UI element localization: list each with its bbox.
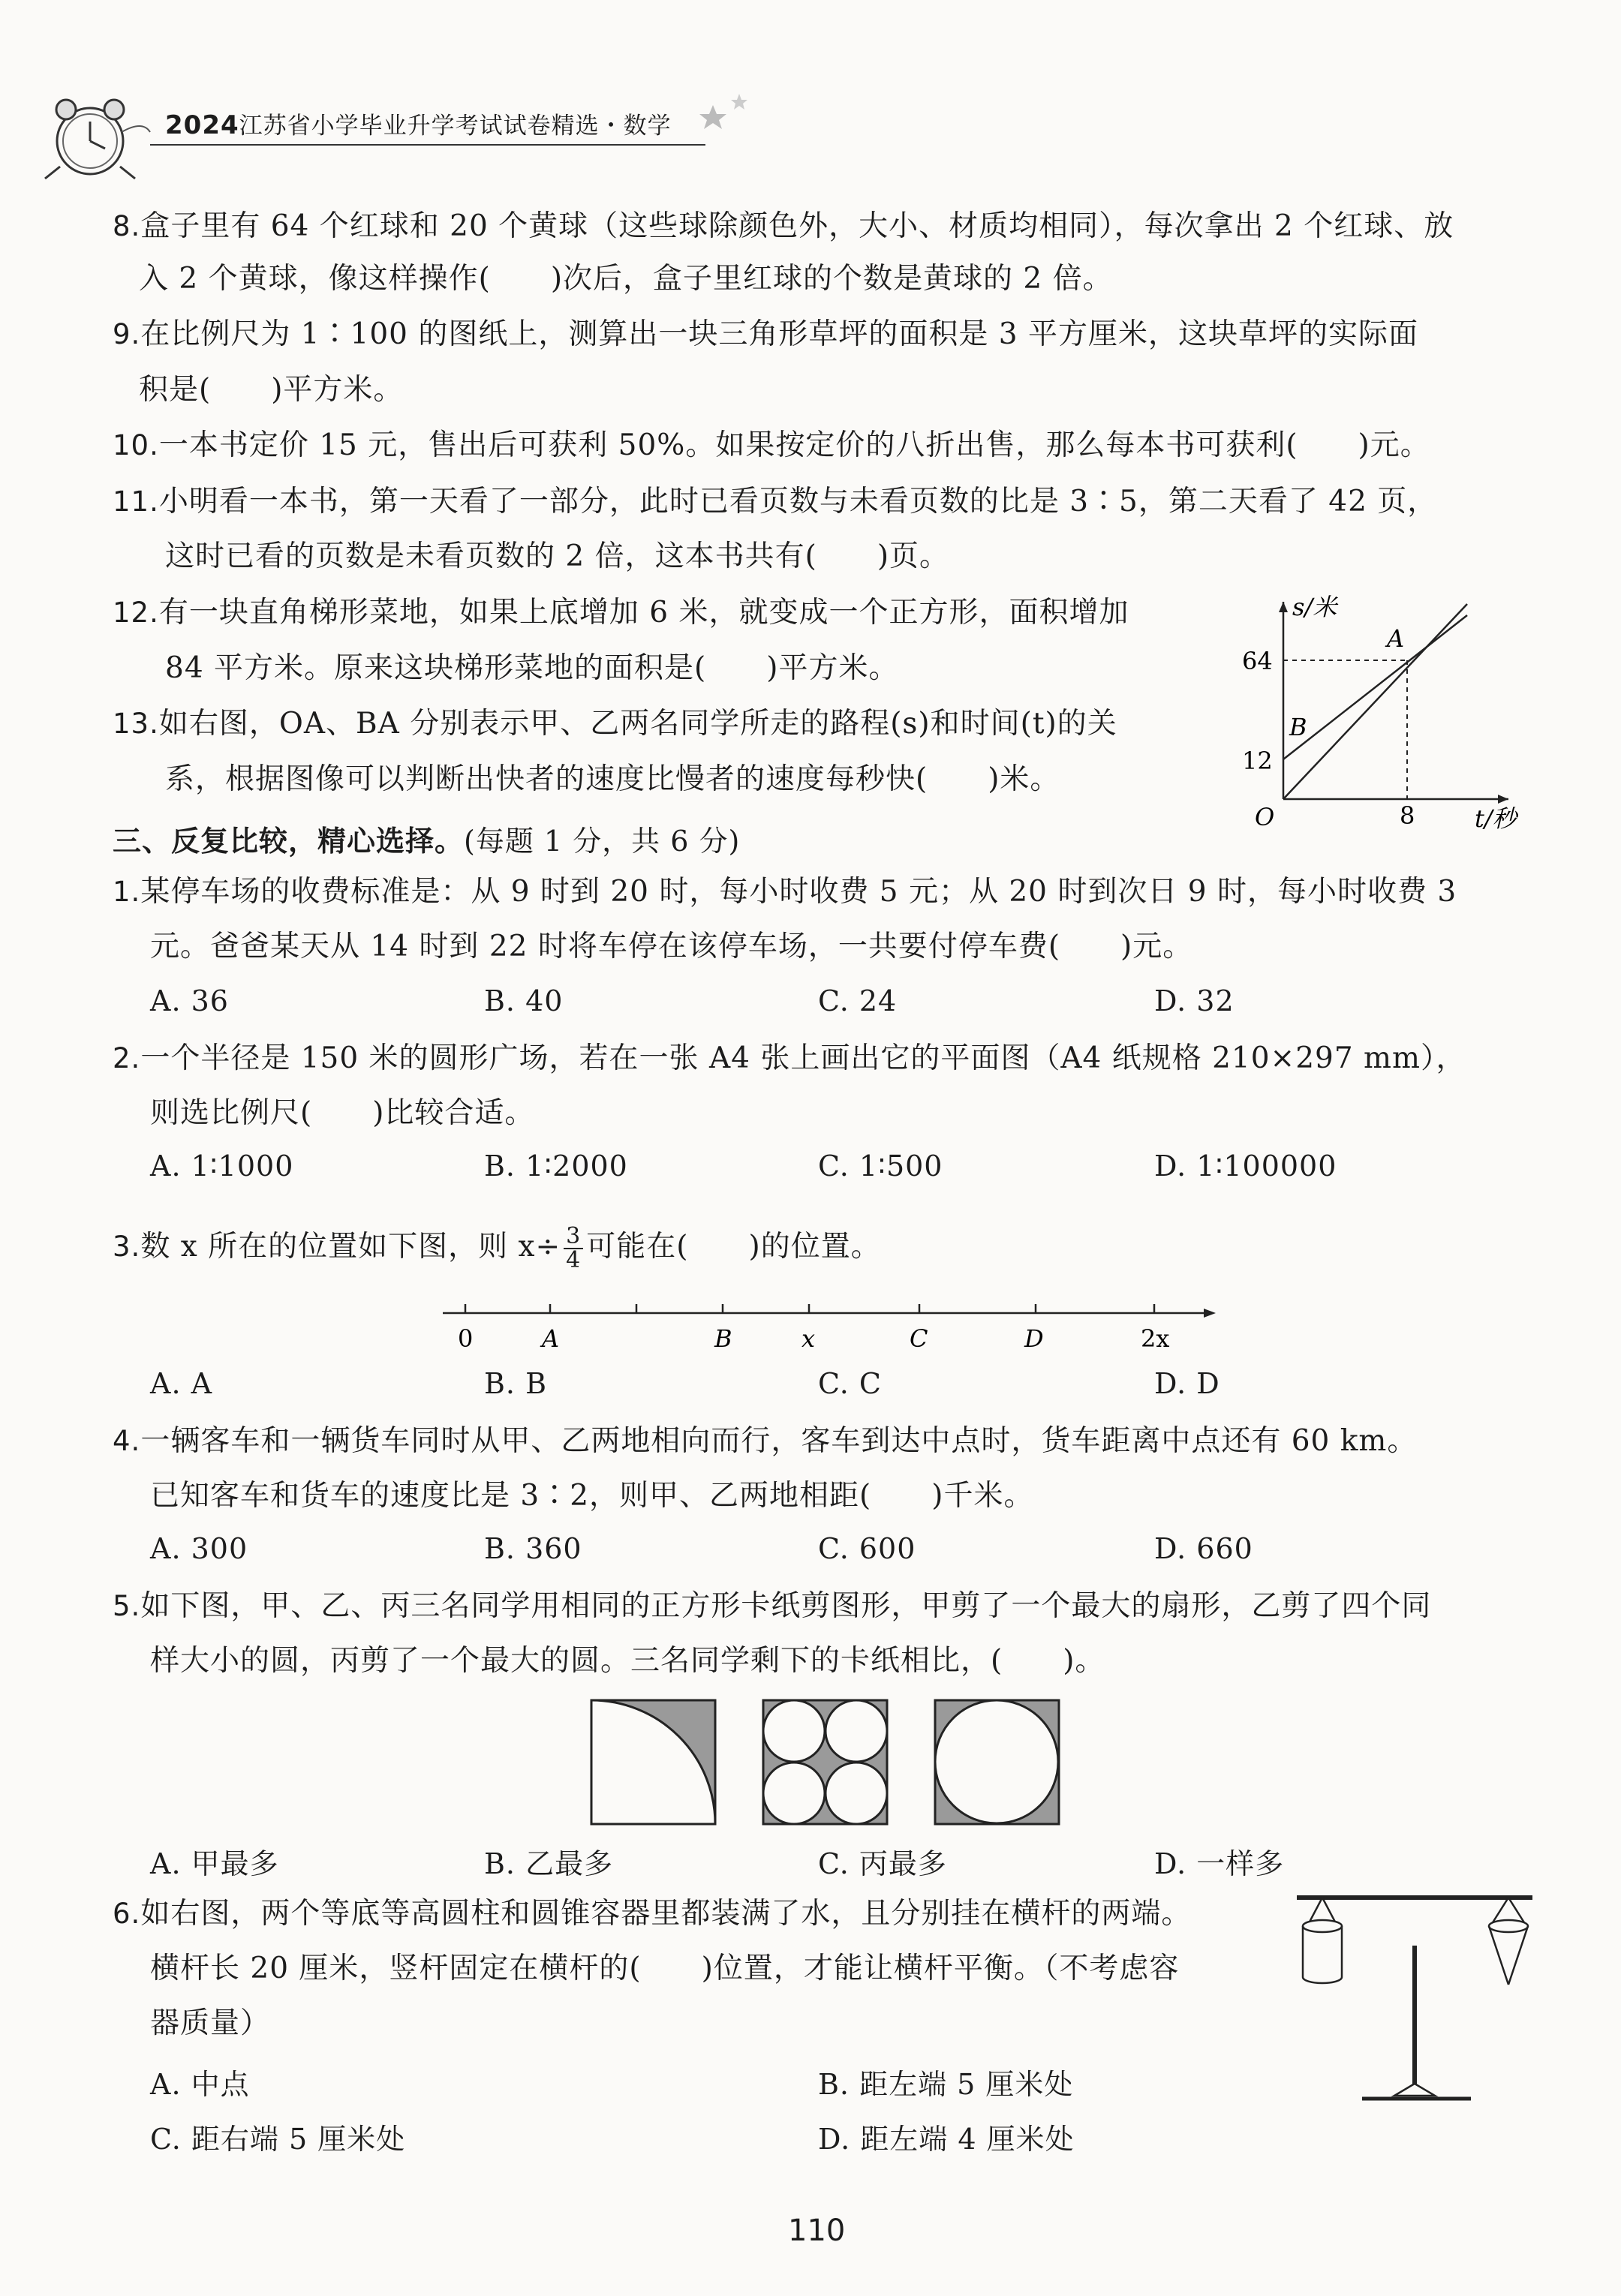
- q11-line1: [113, 484, 1437, 520]
- cylinder-container-icon: [1303, 1920, 1342, 1983]
- q13-text1: 如右图，OA、BA 分别表示甲、乙两名同学所走的路程(s)和时间(t)的关: [158, 707, 1117, 741]
- c6-option-c[interactable]: C. 距右端 5 厘米处: [150, 2123, 406, 2156]
- q13-number: 13.: [113, 708, 159, 740]
- c2-text1: 一个半径是 150 米的圆形广场，若在一张 A4 张上画出它的平面图（A4 纸规格 210×297 mm），: [140, 1041, 1466, 1075]
- c5-text1: 如下图，甲、乙、丙三名同学用相同的正方形卡纸剪图形，甲剪了一个最大的扇形，乙剪了四个同: [140, 1589, 1432, 1623]
- q8-line2: 入 2 个黄球，像这样操作( )次后，盒子里红球的个数是黄球的 2 倍。: [139, 262, 1113, 296]
- c2-option-d[interactable]: D. 1∶100000: [1154, 1150, 1337, 1183]
- c5-option-b[interactable]: B. 乙最多: [484, 1847, 614, 1880]
- header-title-text: 江苏省小学毕业升学考试试卷精选・数学: [239, 113, 672, 140]
- c4-option-a[interactable]: A. 300: [150, 1532, 248, 1565]
- graph-origin-label: O: [1255, 803, 1275, 831]
- card-jia-sector: [591, 1700, 715, 1824]
- c1-line2: 元。爸爸某天从 14 时到 22 时将车停在该停车场，一共要付停车费( )元。: [150, 930, 1193, 963]
- c5-line2: 样大小的圆，丙剪了一个最大的圆。三名同学剩下的卡纸相比，( )。: [150, 1644, 1105, 1678]
- q9-text1: 在比例尺为 1∶100 的图纸上，测算出一块三角形草坪的面积是 3 平方厘米，这块草坪的实际面: [140, 317, 1418, 351]
- q13-line1: [113, 706, 1117, 742]
- c4-option-d[interactable]: D. 660: [1154, 1532, 1253, 1565]
- graph-y-tick-64: 64: [1242, 647, 1273, 675]
- c2-line1: [113, 1041, 1466, 1077]
- c3-line1: [113, 1223, 881, 1272]
- c2-option-b[interactable]: B. 1∶2000: [484, 1150, 628, 1183]
- header-rule: [150, 144, 705, 146]
- q11-number: 11.: [113, 485, 159, 518]
- nl-label-a: A: [542, 1324, 560, 1353]
- c3-number-line: [435, 1291, 1231, 1358]
- q11-text1: 小明看一本书，第一天看了一部分，此时已看页数与未看页数的比是 3∶5，第二天看了 42 页，: [158, 485, 1438, 518]
- c6-option-d[interactable]: D. 距左端 4 厘米处: [818, 2123, 1075, 2156]
- page-number: 110: [788, 2213, 846, 2248]
- q13-distance-time-graph: [1238, 585, 1523, 840]
- section3-note: (每题 1 分，共 6 分): [464, 825, 741, 858]
- q9-number: 9.: [113, 318, 141, 350]
- c6-option-b[interactable]: B. 距左端 5 厘米处: [818, 2068, 1074, 2101]
- c3-text-a: 数 x 所在的位置如下图，则 x÷: [140, 1230, 561, 1264]
- c4-text1: 一辆客车和一辆货车同时从甲、乙两地相向而行，客车到达中点时，货车距离中点还有 60 km。: [140, 1424, 1418, 1458]
- graph-x-axis-label: t/秒: [1475, 804, 1517, 833]
- star-decoration-icon: [698, 90, 758, 135]
- c3-text-b: 可能在( )的位置。: [586, 1230, 881, 1264]
- graph-y-axis-label: s/米: [1292, 593, 1337, 621]
- c5-number: 5.: [113, 1590, 141, 1622]
- graph-x-tick-8: 8: [1400, 801, 1415, 830]
- c4-option-b[interactable]: B. 360: [484, 1532, 582, 1565]
- header-title: [165, 107, 672, 140]
- cone-container-icon: [1489, 1920, 1528, 1985]
- q12-line1: [113, 595, 1129, 631]
- nl-label-c: C: [910, 1324, 928, 1353]
- header-year: 2024: [165, 110, 239, 140]
- c3-number: 3.: [113, 1231, 141, 1263]
- c2-option-c[interactable]: C. 1∶500: [818, 1150, 943, 1183]
- q12-line2: 84 平方米。原来这块梯形菜地的面积是( )平方米。: [165, 651, 899, 685]
- c3-frac-den: 4: [566, 1247, 582, 1273]
- nl-label-b: B: [714, 1324, 732, 1353]
- q8-number: 8.: [113, 210, 141, 242]
- c3-option-c[interactable]: C. C: [818, 1367, 882, 1400]
- nl-label-d: D: [1024, 1324, 1044, 1353]
- c6-balance-figure: [1291, 1887, 1538, 2112]
- c4-line2: 已知客车和货车的速度比是 3∶2，则甲、乙两地相距( )千米。: [150, 1479, 1034, 1513]
- alarm-clock-logo-icon: [30, 90, 158, 188]
- graph-point-a: A: [1387, 624, 1405, 653]
- c3-option-a[interactable]: A. A: [150, 1367, 213, 1400]
- c1-line1: [113, 874, 1457, 910]
- c3-fraction: [564, 1225, 583, 1272]
- c6-line1: [113, 1896, 1191, 1932]
- card-bing-circle: [935, 1700, 1059, 1824]
- c1-text1: 某停车场的收费标准是：从 9 时到 20 时，每小时收费 5 元；从 20 时到次日 9 时，每小时收费 3: [140, 875, 1457, 909]
- q10-number: 10.: [113, 429, 159, 461]
- c6-line2: 横杆长 20 厘米，竖杆固定在横杆的( )位置，才能让横杆平衡。（不考虑容: [150, 1952, 1180, 1985]
- section3-heading: [113, 818, 740, 859]
- c5-square-cards-figure: [585, 1694, 1066, 1829]
- c6-number: 6.: [113, 1898, 141, 1930]
- c1-number: 1.: [113, 876, 141, 908]
- q12-text1: 有一块直角梯形菜地，如果上底增加 6 米，就变成一个正方形，面积增加: [158, 596, 1129, 630]
- nl-label-x: x: [801, 1324, 816, 1353]
- q13-line2: 系，根据图像可以判断出快者的速度比慢者的速度每秒快( )米。: [165, 762, 1060, 796]
- q10-text1: 一本书定价 15 元，售出后可获利 50%。如果按定价的八折出售，那么每本书可获利( )元。: [158, 428, 1430, 462]
- c4-number: 4.: [113, 1425, 141, 1457]
- c5-line1: [113, 1588, 1431, 1624]
- graph-y-tick-12: 12: [1242, 747, 1273, 775]
- c2-line2: 则选比例尺( )比较合适。: [150, 1096, 535, 1130]
- c2-number: 2.: [113, 1042, 141, 1074]
- c1-option-a[interactable]: A. 36: [150, 984, 229, 1017]
- c6-option-a[interactable]: A. 中点: [150, 2068, 250, 2101]
- c2-option-a[interactable]: A. 1∶1000: [150, 1150, 294, 1183]
- c3-frac-num: 3: [564, 1225, 583, 1249]
- q12-number: 12.: [113, 597, 159, 629]
- q9-line2: 积是( )平方米。: [139, 373, 404, 407]
- c5-option-c[interactable]: C. 丙最多: [818, 1847, 947, 1880]
- c1-option-c[interactable]: C. 24: [818, 984, 898, 1017]
- q10-line1: [113, 428, 1430, 464]
- section3-title: 三、反复比较，精心选择。: [113, 825, 465, 858]
- c5-option-a[interactable]: A. 甲最多: [150, 1847, 279, 1880]
- c6-line3: 器质量）: [150, 2006, 271, 2040]
- c4-option-c[interactable]: C. 600: [818, 1532, 916, 1565]
- nl-label-2x: 2x: [1141, 1324, 1170, 1353]
- q9-line1: [113, 317, 1418, 353]
- c1-option-b[interactable]: B. 40: [484, 984, 564, 1017]
- q11-line2: 这时已看的页数是未看页数的 2 倍，这本书共有( )页。: [165, 539, 950, 573]
- c3-option-d[interactable]: D. D: [1154, 1367, 1220, 1400]
- q8-line1: [113, 209, 1454, 245]
- card-yi-four-circles: [763, 1700, 887, 1824]
- c4-line1: [113, 1423, 1417, 1459]
- nl-label-0: 0: [458, 1324, 474, 1353]
- c6-text1: 如右图，两个等底等高圆柱和圆锥容器里都装满了水，且分别挂在横杆的两端。: [140, 1897, 1192, 1931]
- q8-text1: 盒子里有 64 个红球和 20 个黄球（这些球除颜色外，大小、材质均相同），每次拿出 2 个红球、放: [140, 209, 1454, 243]
- c5-option-d[interactable]: D. 一样多: [1154, 1847, 1285, 1880]
- graph-point-b: B: [1289, 713, 1307, 741]
- c1-option-d[interactable]: D. 32: [1154, 984, 1235, 1017]
- c3-option-b[interactable]: B. B: [484, 1367, 548, 1400]
